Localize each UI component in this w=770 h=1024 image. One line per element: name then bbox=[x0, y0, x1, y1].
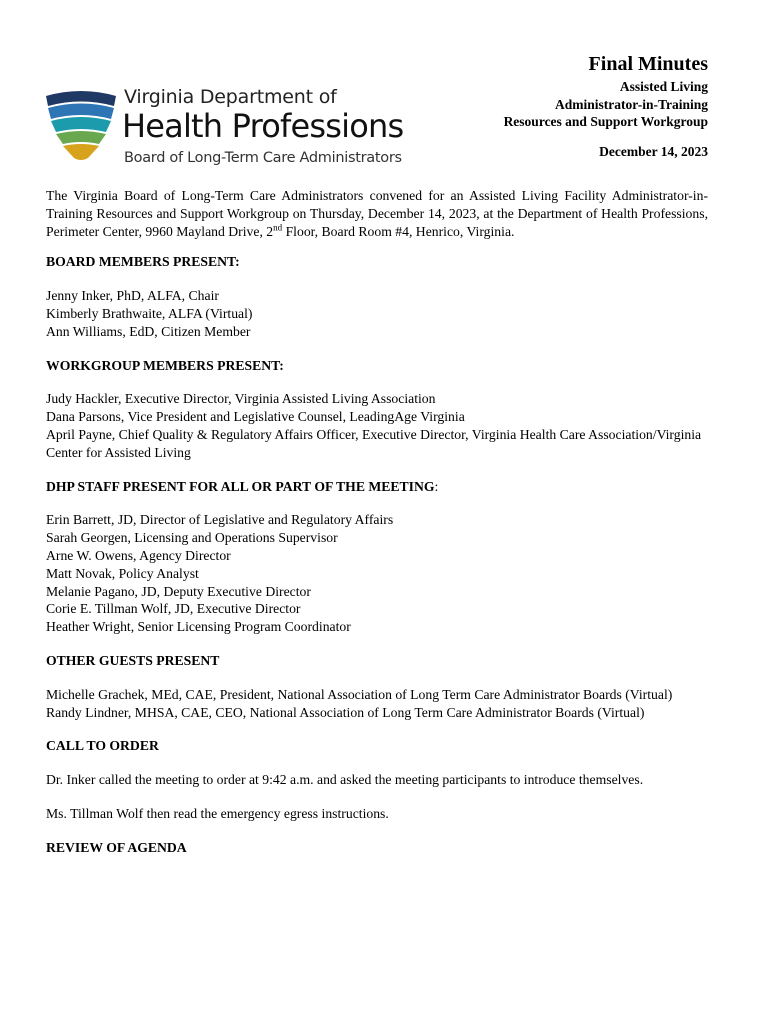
list-item: Jenny Inker, PhD, ALFA, Chair bbox=[46, 288, 219, 304]
header-subtitle-1: Assisted Living bbox=[619, 79, 708, 94]
workgroup-members-heading: WORKGROUP MEMBERS PRESENT: bbox=[46, 357, 284, 373]
document-body bbox=[46, 187, 708, 873]
header-subtitle-3: Resources and Support Workgroup bbox=[503, 114, 708, 129]
logo-line-1: Virginia Department of bbox=[124, 86, 337, 108]
list-item: Ann Williams, EdD, Citizen Member bbox=[46, 323, 251, 339]
intro-paragraph bbox=[46, 187, 708, 240]
list-item: Matt Novak, Policy Analyst bbox=[46, 565, 199, 581]
dhp-logo bbox=[44, 80, 434, 172]
document-header bbox=[504, 52, 708, 160]
staff-list bbox=[46, 511, 708, 636]
list-item: Sarah Georgen, Licensing and Operations Supervisor bbox=[46, 530, 338, 546]
guests-heading: OTHER GUESTS PRESENT bbox=[46, 652, 220, 668]
list-item: Melanie Pagano, JD, Deputy Executive Director bbox=[46, 583, 311, 599]
list-item: Heather Wright, Senior Licensing Program Coordinator bbox=[46, 619, 351, 635]
guests-list bbox=[46, 686, 708, 722]
intro-text-1: The Virginia Board of Long-Term Care Administrators convened for an Assisted Living Facility Administrator-in-Training Resources and Support Workgroup on Thursday, December 14, 2023, at the Department of Health Professions, Perimeter Center, 9960 Mayland Drive, 2 bbox=[46, 188, 708, 239]
staff-heading bbox=[46, 478, 708, 496]
list-item: Corie E. Tillman Wolf, JD, Executive Director bbox=[46, 601, 301, 617]
call-to-order-paragraph-2: Ms. Tillman Wolf then read the emergency egress instructions. bbox=[46, 805, 389, 821]
board-members-list bbox=[46, 287, 708, 340]
call-to-order-heading: CALL TO ORDER bbox=[46, 738, 159, 754]
list-item: April Payne, Chief Quality & Regulatory Affairs Officer, Executive Director, Virginia Health Care Association/Virginia Center for Assisted Living bbox=[46, 426, 702, 460]
list-item: Judy Hackler, Executive Director, Virginia Assisted Living Association bbox=[46, 391, 436, 407]
meeting-date: December 14, 2023 bbox=[599, 143, 708, 159]
intro-superscript: nd bbox=[273, 222, 283, 233]
header-subtitle-2: Administrator-in-Training bbox=[554, 96, 708, 112]
list-item: Arne W. Owens, Agency Director bbox=[46, 547, 231, 563]
intro-text-2: Floor, Board Room #4, Henrico, Virginia. bbox=[282, 223, 515, 239]
dhp-shield-icon bbox=[44, 86, 118, 166]
document-title: Final Minutes bbox=[588, 53, 708, 75]
list-item: Kimberly Brathwaite, ALFA (Virtual) bbox=[46, 305, 253, 321]
board-members-heading: BOARD MEMBERS PRESENT: bbox=[46, 254, 240, 270]
logo-line-3: Board of Long-Term Care Administrators bbox=[124, 150, 402, 166]
logo-line-2: Health Professions bbox=[122, 107, 404, 145]
list-item: Randy Lindner, MHSA, CAE, CEO, National Association of Long Term Care Administrator Boards (Virtual) bbox=[46, 704, 645, 720]
list-item: Dana Parsons, Vice President and Legislative Counsel, LeadingAge Virginia bbox=[46, 409, 465, 425]
call-to-order-paragraph-1: Dr. Inker called the meeting to order at 9:42 a.m. and asked the meeting participants to introduce themselves. bbox=[46, 772, 644, 788]
list-item: Erin Barrett, JD, Director of Legislative and Regulatory Affairs bbox=[46, 512, 394, 528]
list-item: Michelle Grachek, MEd, CAE, President, National Association of Long Term Care Administrator Boards (Virtual) bbox=[46, 686, 673, 702]
staff-heading-text: DHP STAFF PRESENT FOR ALL OR PART OF THE MEETING bbox=[46, 478, 435, 494]
review-agenda-heading: REVIEW OF AGENDA bbox=[46, 839, 187, 855]
staff-heading-colon: : bbox=[434, 478, 439, 494]
workgroup-members-list bbox=[46, 390, 708, 461]
